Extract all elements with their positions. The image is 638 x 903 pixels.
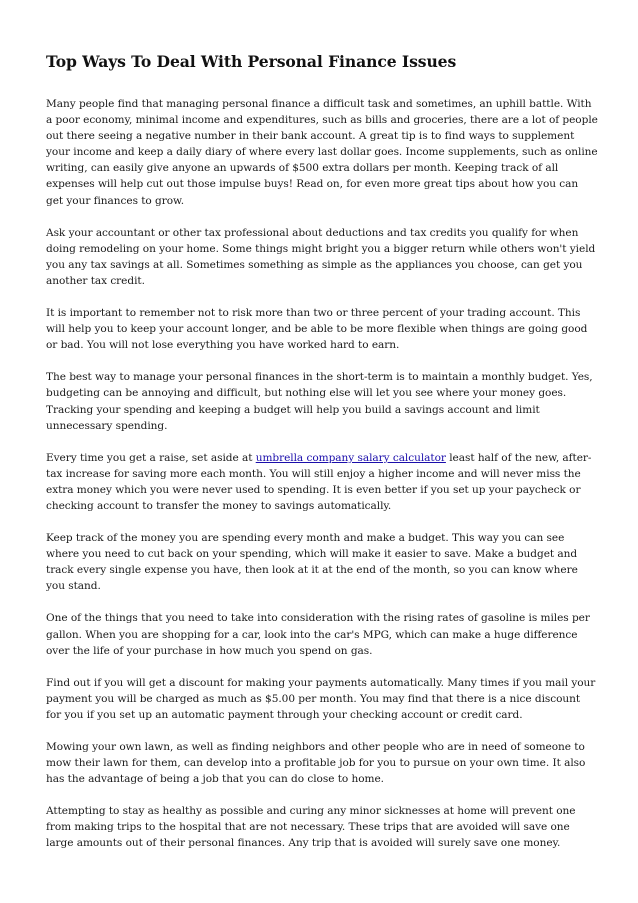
paragraph-health: Attempting to stay as healthy as possible and curing any minor sicknesses at home will prevent one from making trips to the hospital that are not necessary. These trips that are avoided will save one large amounts out of their personal finances. Any trip that is avoided will surely save one money. xyxy=(46,805,576,850)
paragraph-track-spending: Keep track of the money you are spending every month and make a budget. This way you can see where you need to cut back on your spending, which will make it easier to save. Make a budget and track every single expense you have, then look at it at the end of the month, so you can know where you stand. xyxy=(46,532,578,593)
paragraph-trading-risk: It is important to remember not to risk more than two or three percent of your trading account. This will help you to keep your account longer, and be able to be more flexible when things are going good or bad. You will not lose everything you have worked hard to earn. xyxy=(46,307,588,352)
paragraph-gas-mileage: One of the things that you need to take into consideration with the rising rates of gasoline is miles per gallon. When you are shopping for a car, look into the car's MPG, which can make a huge difference over the life of your purchase in how much you spend on gas. xyxy=(46,612,590,657)
article-body xyxy=(46,96,598,852)
salary-calculator-link[interactable]: umbrella company salary calculator xyxy=(255,451,446,464)
paragraph-mowing-lawns: Mowing your own lawn, as well as finding neighbors and other people who are in need of someone to mow their lawn for them, can develop into a profitable job for you to pursue on your own time. It also has the advantage of being a job that you can do close to home. xyxy=(46,741,586,786)
paragraph-raise-text-after: least half of the new, after-tax increase for saving more each month. You will still enjoy a higher income and will never miss the extra money which you were never used to spending. It is even better if you set up your paycheck or checking account to transfer the money to savings automatically. xyxy=(46,451,592,512)
paragraph-monthly-budget: The best way to manage your personal finances in the short-term is to maintain a monthly budget. Yes, budgeting can be annoying and difficult, but nothing else will let you see where your money goes. Tracking your spending and keeping a budget will help you build a savings account and limit unnecessary spending. xyxy=(46,371,593,432)
page-title: Top Ways To Deal With Personal Finance Issues xyxy=(46,52,457,71)
paragraph-raise-savings xyxy=(46,450,598,514)
document-page xyxy=(46,0,598,868)
paragraph-automatic-payments: Find out if you will get a discount for making your payments automatically. Many times if you mail your payment you will be charged as much as $5.00 per month. You may find that there is a nice discount for you if you set up an automatic payment through your checking account or credit card. xyxy=(46,676,596,721)
paragraph-raise-text-before: Every time you get a raise, set aside at xyxy=(46,451,256,464)
paragraph-tax-deductions: Ask your accountant or other tax professional about deductions and tax credits you qualify for when doing remodeling on your home. Some things might bright you a bigger return while others won't yield you any tax savings at all. Sometimes something as simple as the appliances you choose, can get you another tax credit. xyxy=(46,226,596,287)
paragraph-intro: Many people find that managing personal finance a difficult task and sometimes, an uphill battle. With a poor economy, minimal income and expenditures, such as bills and groceries, there are a lot of people out there seeing a negative number in their bank account. A great tip is to find ways to supplement your income and keep a daily diary of where every last dollar goes. Income supplements, such as online writing, can easily give anyone an upwards of $500 extra dollars per month. Keeping track of all expenses will help cut out those impulse buys! Read on, for even more great tips about how you can get your finances to grow. xyxy=(46,98,598,207)
